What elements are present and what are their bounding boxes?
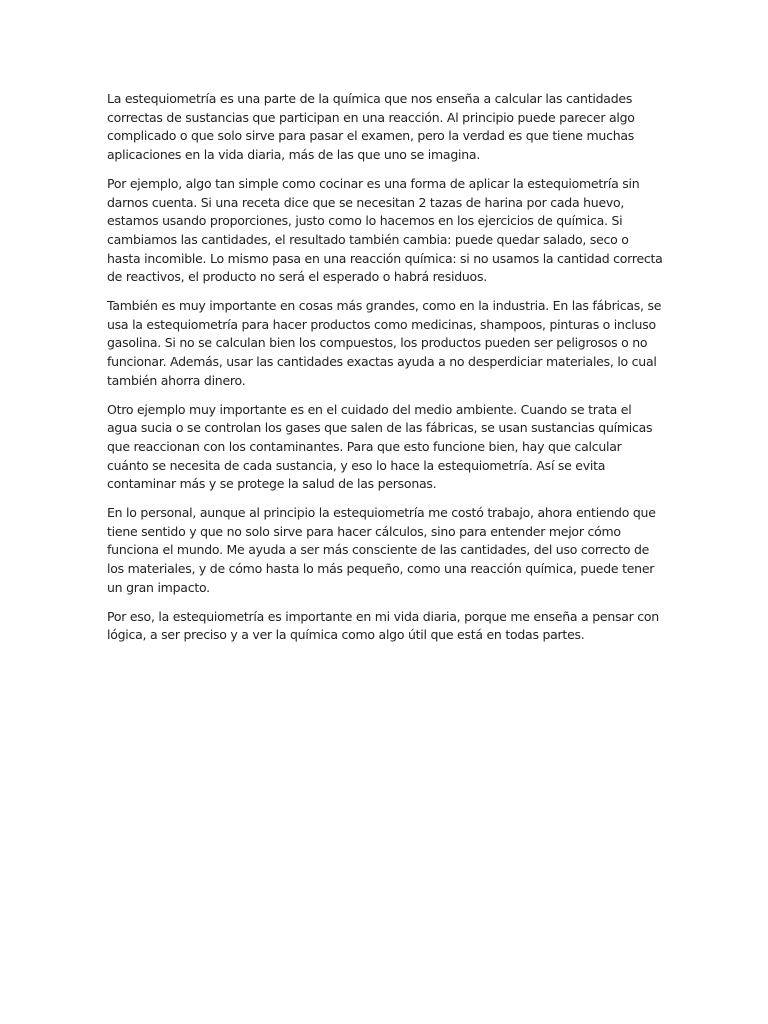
paragraph-2: Por ejemplo, algo tan simple como cocinar es una forma de aplicar la estequiometría sin darnos cuenta. Si una receta dice que se necesitan 2 tazas de harina por cada huevo, estamos usando proporciones, justo como lo hacemos en los ejercicios de química. Si cambiamos las cantidades, el resultado también cambia: puede quedar salado, seco o hasta incomible. Lo mismo pasa en una reacción química: si no usamos la cantidad correcta de reactivos, el producto no será el esperado o habrá residuos. bbox=[107, 175, 663, 285]
paragraph-4: Otro ejemplo muy importante es en el cuidado del medio ambiente. Cuando se trata el agua sucia o se controlan los gases que salen de las fábricas, se usan sustancias químicas que reaccionan con los contaminantes. Para que esto funcione bien, hay que calcular cuánto se necesita de cada sustancia, y eso lo hace la estequiometría. Así se evita contaminar más y se protege la salud de las personas. bbox=[107, 401, 653, 492]
paragraph-1: La estequiometría es una parte de la química que nos enseña a calcular las cantidades correctas de sustancias que participan en una reacción. Al principio puede parecer algo complicado o que solo sirve para pasar el examen, pero la verdad es que tiene muchas aplicaciones en la vida diaria, más de las que uno se imagina. bbox=[107, 91, 635, 163]
paragraph-5: En lo personal, aunque al principio la estequiometría me costó trabajo, ahora entiendo que tiene sentido y que no solo sirve para hacer cálculos, sino para entender mejor cómo funciona el mundo. Me ayuda a ser más consciente de las cantidades, del uso correcto de los materiales, y de cómo hasta lo más pequeño, como una reacción química, puede tener un gran impacto. bbox=[107, 505, 656, 595]
paragraph-3: También es muy importante en cosas más grandes, como en la industria. En las fábricas, se usa la estequiometría para hacer productos como medicinas, shampoos, pinturas o incluso gasolina. Si no se calculan bien los compuestos, los productos pueden ser peligrosos o no funcionar. Además, usar las cantidades exactas ayuda a no desperdiciar materiales, lo cual también ahorra dinero. bbox=[107, 298, 662, 388]
document-body bbox=[107, 90, 663, 655]
paragraph-6: Por eso, la estequiometría es importante en mi vida diaria, porque me enseña a pensar con lógica, a ser preciso y a ver la química como algo útil que está en todas partes. bbox=[107, 608, 659, 643]
